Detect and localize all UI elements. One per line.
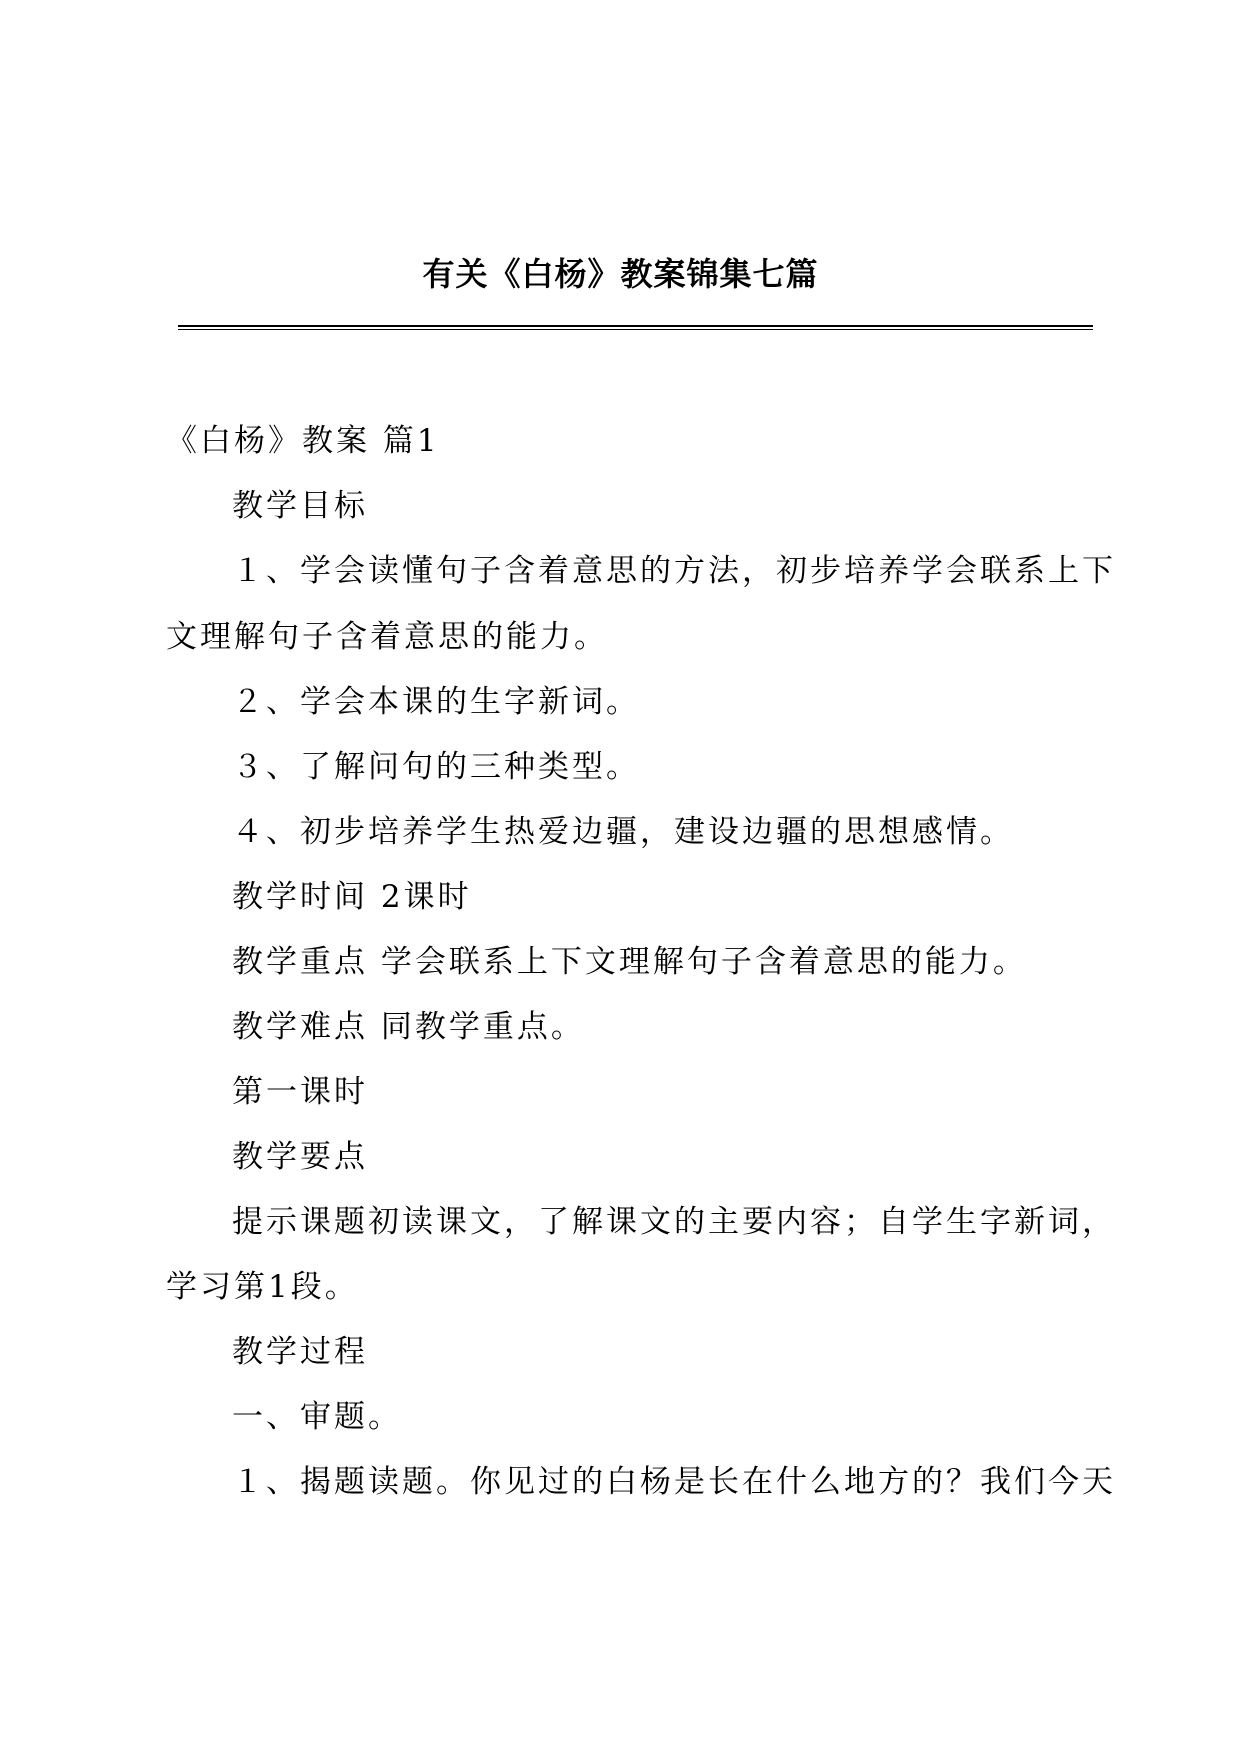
paragraph-line: 教学难点 同教学重点。	[232, 1009, 585, 1045]
paragraph-line: １、揭题读题。你见过的白杨是长在什么地方的？我们今天	[232, 1464, 1116, 1500]
paragraph-line: 第一课时	[232, 1074, 368, 1110]
paragraph-line: 教学时间 2课时	[232, 879, 472, 915]
document-title: 有关《白杨》教案锦集七篇	[422, 255, 819, 293]
paragraph-line: 学习第1段。	[166, 1269, 359, 1305]
paragraph-line: 教学过程	[232, 1334, 368, 1370]
paragraph-line: 教学目标	[232, 488, 368, 524]
section-heading: 《白杨》教案 篇1	[166, 423, 440, 459]
title-divider	[178, 325, 1093, 330]
paragraph-line: １、学会读懂句子含着意思的方法，初步培养学会联系上下	[232, 553, 1116, 589]
paragraph-line: ４、初步培养学生热爱边疆，建设边疆的思想感情。	[232, 814, 1014, 850]
paragraph-line: 一、审题。	[232, 1399, 402, 1435]
paragraph-line: 教学重点 学会联系上下文理解句子含着意思的能力。	[232, 944, 1027, 980]
paragraph-line: 教学要点	[232, 1139, 368, 1175]
paragraph-line: 提示课题初读课文，了解课文的主要内容；自学生字新词，	[232, 1204, 1116, 1240]
paragraph-line: ２、学会本课的生字新词。	[232, 684, 640, 720]
paragraph-line: ３、了解问句的三种类型。	[232, 749, 640, 785]
paragraph-line: 文理解句子含着意思的能力。	[166, 619, 608, 655]
